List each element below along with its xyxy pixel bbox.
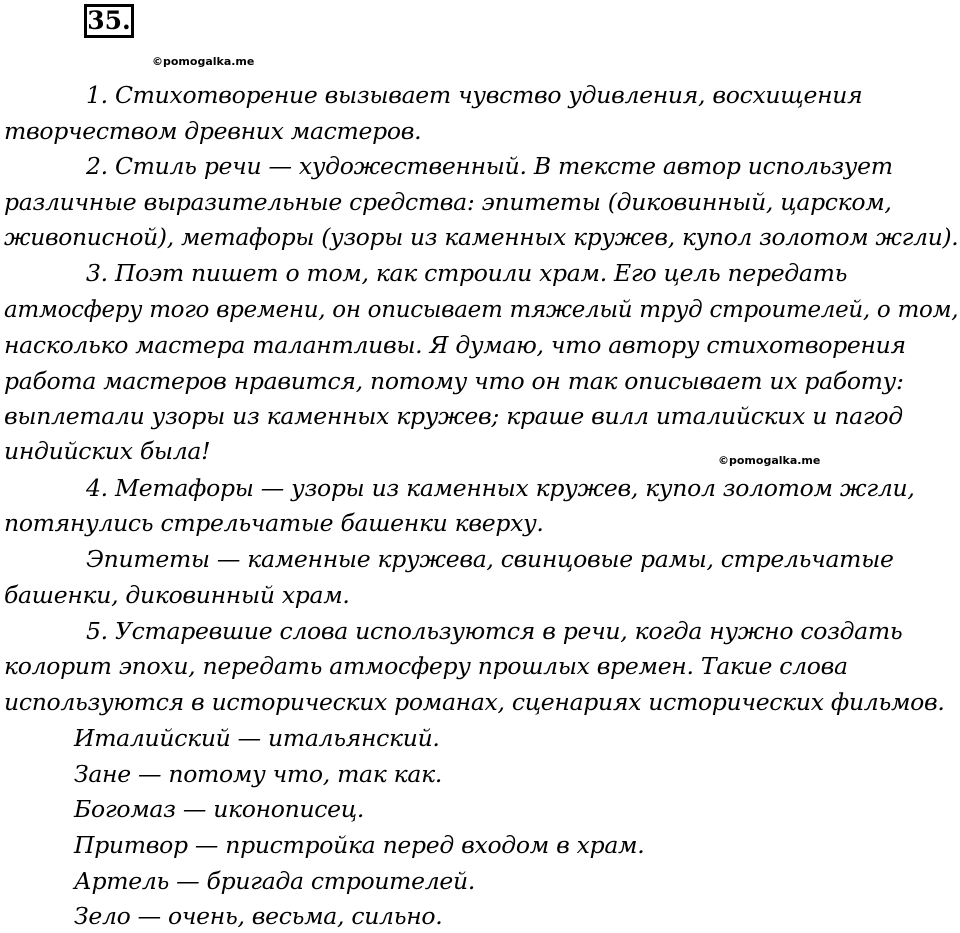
text-line: насколько мастера талантливы. Я думаю, что автору стихотворения — [4, 331, 906, 359]
text-line: 3. Поэт пишет о том, как строили храм. Его цель передать — [86, 259, 848, 287]
watermark-top: ©pomogalka.me — [152, 55, 255, 68]
text-line: Эпитеты — каменные кружева, свинцовые рамы, стрельчатые — [86, 545, 894, 573]
text-line: колорит эпохи, передать атмосферу прошлых времен. Такие слова — [4, 652, 848, 680]
text-line: индийских была! — [4, 437, 211, 465]
text-line: Зело — очень, весьма, сильно. — [74, 902, 443, 930]
task-number-box: 35. — [84, 4, 134, 38]
text-line: работа мастеров нравится, потому что он так описывает их работу: — [4, 367, 904, 395]
text-line: творчеством древних мастеров. — [4, 117, 422, 145]
text-line: живописной), метафоры (узоры из каменных кружев, купол золотом жгли). — [4, 223, 959, 251]
watermark-middle: ©pomogalka.me — [718, 454, 821, 467]
text-line: 5. Устаревшие слова используются в речи, когда нужно создать — [86, 617, 903, 645]
text-line: используются в исторических романах, сценариях исторических фильмов. — [4, 688, 945, 716]
text-line: Притвор — пристройка перед входом в храм. — [74, 831, 645, 859]
text-line: Италийский — итальянский. — [74, 724, 440, 752]
text-line: атмосферу того времени, он описывает тяжелый труд строителей, о том, — [4, 295, 959, 323]
text-line: 1. Стихотворение вызывает чувство удивления, восхищения — [86, 81, 863, 109]
text-line: выплетали узоры из каменных кружев; краше вилл италийских и пагод — [4, 402, 903, 430]
text-line: Зане — потому что, так как. — [74, 760, 443, 788]
text-line: башенки, диковинный храм. — [4, 581, 350, 609]
text-line: потянулись стрельчатые башенки кверху. — [4, 509, 544, 537]
text-line: 4. Метафоры — узоры из каменных кружев, купол золотом жгли, — [86, 474, 915, 502]
text-line: Артель — бригада строителей. — [74, 867, 476, 895]
text-line: различные выразительные средства: эпитеты (диковинный, царском, — [4, 188, 892, 216]
text-line: Богомаз — иконописец. — [74, 795, 365, 823]
text-line: 2. Стиль речи — художественный. В тексте автор использует — [86, 152, 893, 180]
